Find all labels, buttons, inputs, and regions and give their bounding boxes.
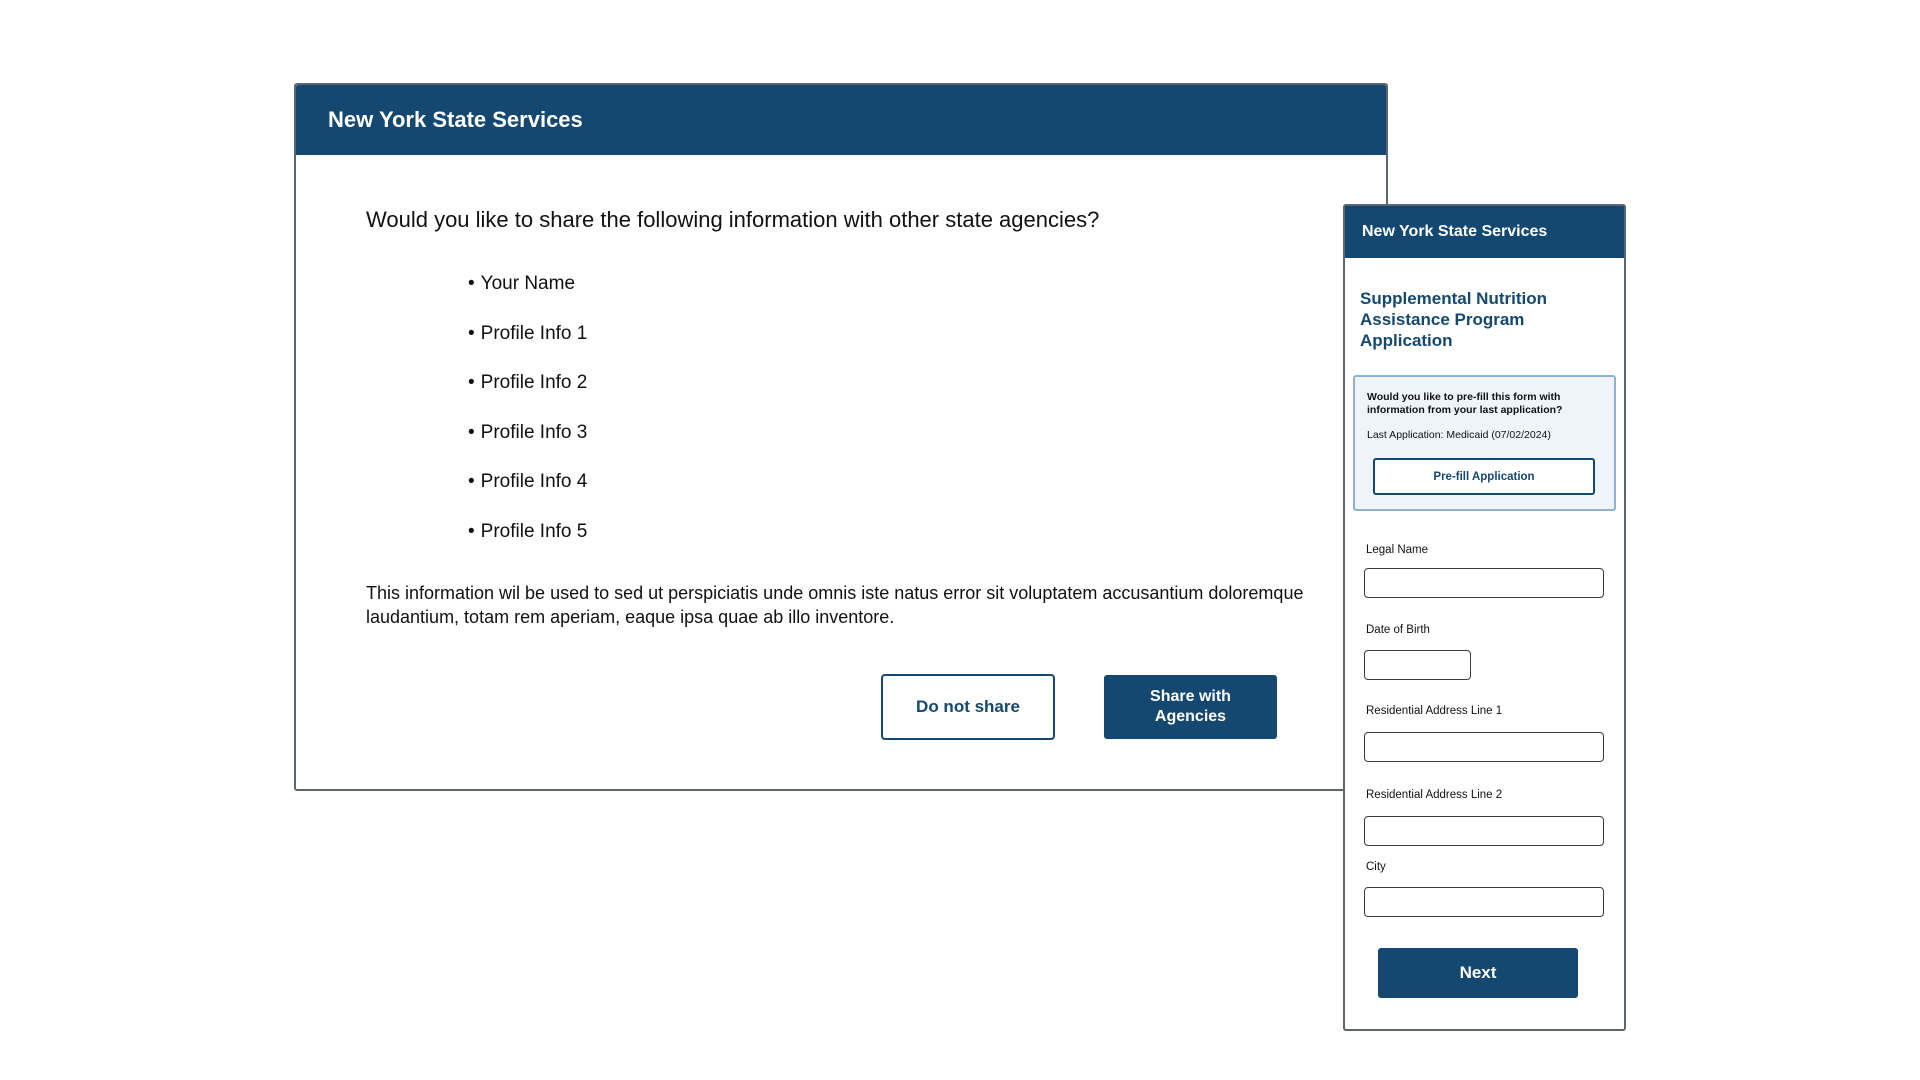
- do-not-share-button[interactable]: [881, 674, 1055, 740]
- address-line-1-input[interactable]: [1364, 732, 1604, 762]
- list-item: [468, 273, 587, 323]
- list-item: [468, 521, 587, 571]
- date-of-birth-input[interactable]: [1364, 650, 1471, 680]
- last-application-info: Last Application: Medicaid (07/02/2024): [1367, 429, 1551, 441]
- city-label: City: [1366, 861, 1386, 873]
- list-item-label: Your Name: [480, 273, 576, 294]
- desktop-header: [296, 85, 1386, 155]
- do-not-share-label: Do not share: [916, 697, 1020, 716]
- address-line-2-label: Residential Address Line 2: [1366, 789, 1503, 801]
- list-item: [468, 372, 587, 422]
- usage-description: This information wil be used to sed ut perspiciatis unde omnis iste natus error sit voluptatem accusantium doloremque laudantium, totam rem aperiam, eaque ipsa quae ab illo inventore.: [366, 583, 1304, 627]
- bullet-icon: •: [468, 273, 475, 294]
- prefill-question: Would you like to pre-fill this form with information from your last application?: [1367, 391, 1563, 416]
- address-line-2-input[interactable]: [1364, 816, 1604, 846]
- legal-name-input[interactable]: [1364, 568, 1604, 598]
- bullet-icon: •: [468, 372, 475, 393]
- address-line-1-label: Residential Address Line 1: [1366, 705, 1503, 717]
- prefill-application-label: Pre-fill Application: [1433, 470, 1535, 483]
- next-label: Next: [1459, 963, 1497, 982]
- mobile-header-title: New York State Services: [1362, 223, 1548, 240]
- list-item: [468, 323, 587, 373]
- legal-name-label: Legal Name: [1366, 544, 1429, 556]
- form-title: Supplemental Nutrition Assistance Program Application: [1360, 289, 1547, 350]
- list-item: [468, 422, 587, 472]
- bullet-icon: •: [468, 322, 475, 344]
- share-with-agencies-label: Share with Agencies: [1150, 688, 1231, 725]
- prefill-card: [1353, 375, 1616, 511]
- share-with-agencies-button[interactable]: [1104, 675, 1277, 739]
- snap-application-window: [1343, 204, 1626, 1031]
- bullet-icon: •: [468, 471, 475, 492]
- share-question: Would you like to share the following information with other state agencies?: [366, 207, 1100, 232]
- bullet-icon: •: [468, 520, 475, 542]
- shared-info-list: [468, 273, 587, 570]
- list-item: [468, 471, 587, 521]
- share-consent-window: [294, 83, 1388, 791]
- list-item-label: Profile Info 5: [480, 520, 588, 542]
- list-item-label: Profile Info 2: [480, 372, 588, 393]
- prefill-application-button[interactable]: [1373, 458, 1595, 495]
- list-item-label: Profile Info 1: [480, 322, 588, 344]
- list-item-label: Profile Info 4: [480, 471, 588, 492]
- mobile-header: [1345, 206, 1624, 258]
- date-of-birth-label: Date of Birth: [1366, 624, 1430, 636]
- city-input[interactable]: [1364, 887, 1604, 917]
- desktop-header-title: New York State Services: [328, 107, 583, 132]
- next-button[interactable]: [1378, 948, 1578, 998]
- list-item-label: Profile Info 3: [480, 421, 588, 443]
- bullet-icon: •: [468, 421, 475, 443]
